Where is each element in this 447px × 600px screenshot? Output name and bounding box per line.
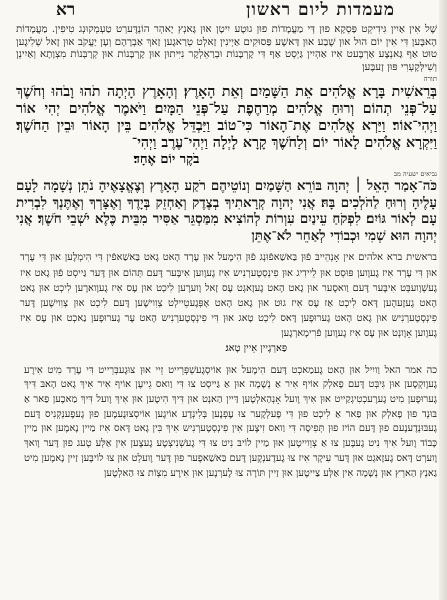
- torah-verses-end: בֹקֶר יוֹם אֶחָד׃: [133, 152, 200, 168]
- page-header: [16, 0, 437, 24]
- intro-text: שֶׁל אִין אַיִין גִּידִיקְט פַּסְקָא פוּן דְּי מַעֲמָדוֹת פוּן גוּטֶע יִיטָן אוּן גָּאנְץ יָאהְר הוֹנְדֶּערְט טַעְמְקוּנְג טִיפִין. מַעֲמָדוֹת הָאבֶּען דִּי אִין יוֹם הוּל אוּן שֶׁבַע אוּן דַּאשֶׁע פַּסוּקִים אַיְינִין זַאלְט טְרַאגֶען זַאךְ אַבְרָהָם וְעָן יַעֲקֹב אוּן זָאל שְׁלִיגֶען טוּט אַף גַּאנְצֶע אַרְבֶּעט אִיז אַהְיִין גַּיְסְט אַף דִּי קָרְבָּנוֹת וּבְרַאֵלְקָר נִיִּיתוּן אוּן קָרְבָּנוֹת אוּן קְרָבְּנוֹת מִצְוָתָא וְאַיִינְן וְשִׁילְּקָעְרִי פּוּן זָעבֶּען: [16, 24, 437, 73]
- commentary-text: כה אמר האל וַויִיל אוּן הָאט גֶעמַאכְט דֶּעם הִימֶעל אוּן אוֹיסְגֶעשְׁפְּרֵייט זֵיי אוּן צוּגֶעבְּרֵייט דִּי עֶרְד מִיט אִירֶע גֶעוֶוקְסֶען אוּן גִּיבְּט דֶּעם פָאלְק אוֹיף אִיר אַ נְשָׁמָה אוּן אַ גַּייסְט צוּ דִּי וַואס גֵייעֶן אוֹיף אִיר אִיךְ גָאט הָאבּ דִּיךְ גֶערוּפֶען מִיט גֶערֶעכְטִיגְקַייט אוּן אִיךְ וֶועל אָנְהַאלְטֶען דַּיין הַאנְט אוּן דִּיךְ הִיטֶען אוּן אִיךְ וֶועל דִּיךְ מַאכֶען פַאר אַ בּוּנְד פוּן פָאלְק אוּן פַאר אַ לִיכְט פוּן דִּי פֶעלְקֶער צוּ עֶפְנֶען בְּלִינְדֶע אוֹיגֶען אוֹיסְצוּנֶעמֶען פוּן גֶעפֶענְקְנִיס דֶּעם גֶעבּוּנְדֶענֶעם פוּן דֶּעם הוֹיז פוּן תְּפִיסָה דִּי וַואס זִיצֶען אִין פִינְסְטֶערְנִיש אִיךְ בִּין גָאט דָּאס אִיז מַיין נָאמֶען אוּן מַיין כָּבוֹד וֶועל אִיךְ נִיט גֶעבֶּען צוּ אַ צְוֵוייטֶען אוּן מַיין לוֹיבּ נִיט צוּ דִּי גֶעשְׁנִיצְטֶע גֶעצֶען אִין אַלְּע טֶעג פוּן דֶּער וָואךְ וֶוערְט דָּאס גֶעזָאגְט אוּן דֶּער עִיקָר אִיז צוּ גֶעדֶענְקֶען דֶּעם בַּאשַׁאפֶער פוּן דֶּער וֶועלְט אוּן צוּ לוֹיבֶּען זַיין נָאמֶען מִיט גַאנְץ הַארְץ אוּן נְשָׁמָה אִין אַלְּע צַייטֶען אוּן זַיין תּוֹרָה צוּ לֶערְנֶען אוּן אִירֶע מִצְוֹת צוּ הַאלְטֶען: [24, 364, 437, 479]
- intro-paragraph: [16, 24, 437, 74]
- torah-verses: [16, 84, 437, 152]
- translation-end: פַּארְגֶיין אֵיין טָאג׃: [225, 342, 287, 354]
- torah-label: תורה: [423, 75, 437, 84]
- haftara-label: נביאים ישעיה מב: [393, 170, 437, 179]
- catchword: [0, 485, 257, 496]
- yiddish-translation: [16, 250, 437, 341]
- page-title: מעמדות ליום ראשון: [246, 0, 395, 20]
- torah-verses-text: בְּרֵאשִׁית בָּרָא אֱלֹהִים אֵת הַשָּׁמַיִם וְאֵת הָאָרֶץ׃ וְהָאָרֶץ הָיְתָה תֹהוּ וָבֹהוּ וְחֹשֶׁךְ עַל־פְּנֵי תְהוֹם וְרוּחַ אֱלֹהִים מְרַחֶפֶת עַל־פְּנֵי הַמָּיִם׃ וַיֹּאמֶר אֱלֹהִים יְהִי אוֹר וַיְהִי־אוֹר׃ וַיַּרְא אֱלֹהִים אֶת־הָאוֹר כִּי־טוֹב וַיַּבְדֵּל אֱלֹהִים בֵּין הָאוֹר וּבֵין הַחֹשֶׁךְ׃ וַיִּקְרָא אֱלֹהִים לָאוֹר יוֹם וְלַחֹשֶׁךְ קָרָא לָיְלָה וַיְהִי־עֶרֶב וַיְהִי־: [16, 84, 437, 152]
- commentary-paragraph: [16, 364, 437, 482]
- page-edge-shadow: [439, 0, 447, 600]
- page-number: רא: [56, 0, 76, 20]
- haftara-verses: [16, 178, 437, 244]
- translation-text: בראשית ברא אלהים אין אָנְהֵייבּ פֿוּן בַּאשַׁאפֿוּנְג פֿוּן הִימֶעל אוּן עֶרְד הָאט גָאט בַּאשַׁאפֿין דִּי הִימְלֶען אוּן דִּי עֶרְד אוּן דִּי עֶרְד אִיז גֶעוֶוען פּוּסְט אוּן לֵיידִיג אוּן פִינְסְטֶערְנִיש אִיז גֶעוֶוען אִיבֶּער דֶּעם תְּהוֹם אוּן דֶּער גַּייסְט פֿוּן גָאט אִיז גֶעשְׁוֶועבְּט אִיבֶּער דֶּעם וַואסֶער אוּן גָאט הָאט גֶעזָאגְט עֶס זָאל וֶוערֶען לִיכְט אוּן עֶס אִיז גֶעוָוארֶען לִיכְט אוּן גָאט הָאט גֶעזֶעהֶען דָּאס לִיכְט אַז עֶס אִיז גוּט אוּן גָאט הָאט אָפְּגֶעטֵיילְט צְוִוישֶׁען דֶּעם לִיכְט אוּן צְוִוישֶׁען דֶּער פִינְסְטֶערְנִיש אוּן גָאט הָאט גֶערוּפֶען דָּאס לִיכְט טָאג אוּן דִּי פִינְסְטֶערְנִיש הָאט עֶר גֶערוּפֶען נַאכְט אוּן עֶס אִיז גֶעוֶוען אָוֶונְט אוּן עֶס אִיז גֶעוֶוען פֿרִימָארְגֶען: [20, 252, 437, 340]
- haftara-verses-text: כֹּה־אָמַר הָאֵל ׀ יְהוָה בּוֹרֵא הַשָּׁמַיִם וְנוֹטֵיהֶם רֹקַע הָאָרֶץ וְצֶאֱצָאֶיהָ נֹתֵן נְשָׁמָה לָעָם עָלֶיהָ וְרוּחַ לַהֹלְכִים בָּהּ׃ אֲנִי יְהוָה קְרָאתִיךָ בְצֶדֶק וְאַחְזֵק בְּיָדֶךָ וְאֶצָּרְךָ וְאֶתֶּנְךָ לִבְרִית עָם לְאוֹר גּוֹיִם׃ לִפְקֹחַ עֵינַיִם עִוְרוֹת לְהוֹצִיא מִמַּסְגֵּר אַסִּיר מִבֵּית כֶּלֶא יֹשְׁבֵי חֹשֶׁךְ׃ אֲנִי יְהוָה הוּא שְׁמִי וּכְבוֹדִי לְאַחֵר לֹא־אֶתֵּן: [16, 178, 437, 244]
